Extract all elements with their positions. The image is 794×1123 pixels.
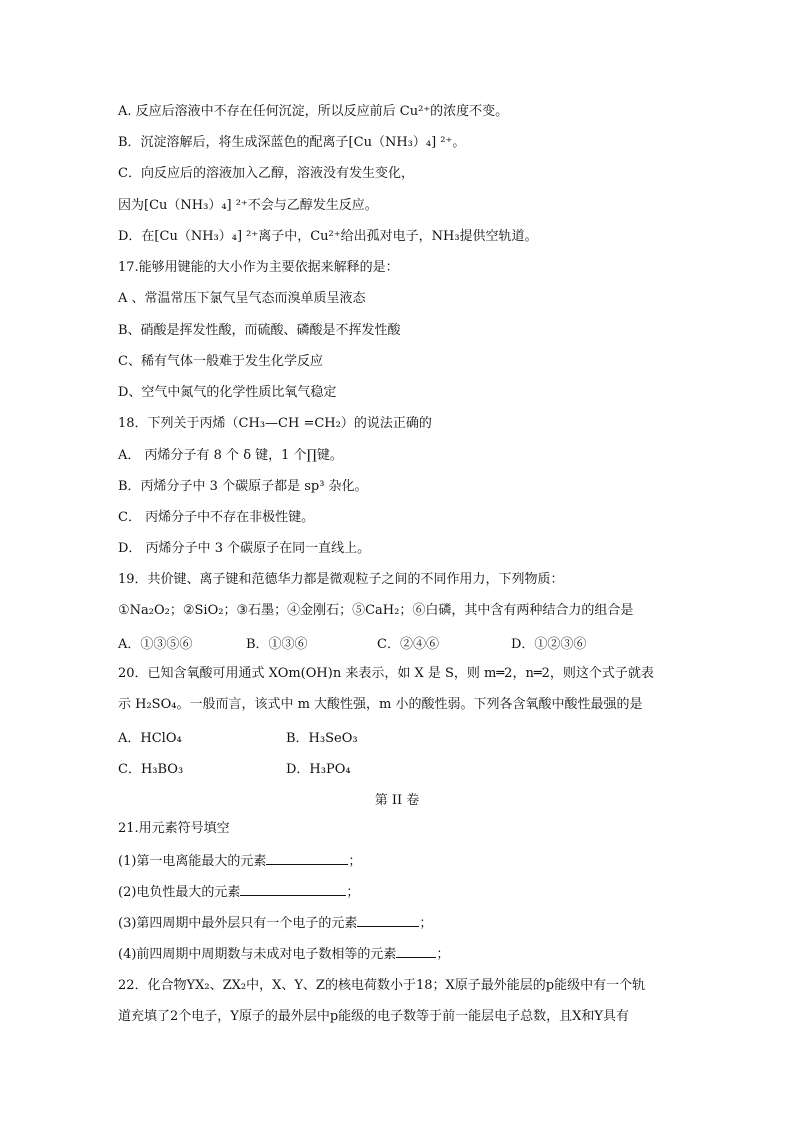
q19-option-c: C．②④⑥	[377, 637, 439, 652]
q20-option-d: D．H₃PO₄	[286, 762, 351, 777]
q21-part-4-text: (4)前四周期中周期数与未成对电子数相等的元素	[118, 947, 397, 962]
q16-option-d: D．在[Cu（NH₃）₄] ²⁺离子中，Cu²⁺给出孤对电子，NH₃提供空轨道。	[118, 229, 538, 244]
q21-part-2-text: (2)电负性最大的元素	[118, 885, 241, 900]
q19-option-b: B．①③⑥	[246, 637, 308, 652]
q18-stem: 18．下列关于丙烯（CH₃—CH =CH₂）的说法正确的	[118, 416, 432, 431]
q21-answer-blank-4[interactable]	[396, 945, 436, 958]
q21-answer-blank-1[interactable]	[266, 852, 348, 865]
q19-stem: 19．共价键、离子键和范德华力都是微观粒子之间的不同作用力，下列物质：	[118, 572, 564, 587]
q16-option-b: B．沉淀溶解后，将生成深蓝色的配离子[Cu（NH₃）₄] ²⁺。	[118, 135, 466, 150]
q19-option-a: A．①③⑤⑥	[118, 637, 193, 652]
q21-answer-blank-3[interactable]	[357, 914, 419, 927]
q16-option-a: A. 反应后溶液中不存在任何沉淀，所以反应前后 Cu²⁺的浓度不变。	[118, 104, 509, 119]
q16-option-c-line1: C．向反应后的溶液加入乙醇，溶液没有发生变化，	[118, 166, 414, 181]
q18-option-d: D． 丙烯分子中 3 个碳原子在同一直线上。	[118, 541, 371, 556]
q21-part-3	[118, 914, 432, 933]
q21-part-2	[118, 883, 359, 902]
q17-option-a: A 、常温常压下氯气呈气态而溴单质呈液态	[118, 291, 366, 306]
q21-answer-blank-2[interactable]	[240, 883, 346, 896]
q22-stem-line2: 道充填了2个电子，Y原子的最外层中p能级的电子数等于前一能层电子总数，且X和Y具有	[118, 1009, 630, 1024]
q21-part-1-text: (1)第一电离能最大的元素	[118, 854, 267, 869]
q19-option-d: D．①②③⑥	[511, 637, 587, 652]
q21-part-4-end: ；	[436, 947, 450, 962]
q17-option-b: B、硝酸是挥发性酸，而硫酸、磷酸是不挥发性酸	[118, 323, 401, 338]
q20-stem-line1: 20．已知含氧酸可用通式 XOm(OH)n 来表示，如 X 是 S，则 m═2，n═2，则这个式子就表	[118, 666, 654, 681]
q20-option-c: C．H₃BO₃	[118, 762, 184, 777]
q16-option-c-line2: 因为[Cu（NH₃）₄] ²⁺不会与乙醇发生反应。	[118, 198, 378, 213]
q20-option-a: A．HClO₄	[118, 731, 182, 746]
q21-part-1	[118, 852, 361, 871]
q18-option-b: B．丙烯分子中 3 个碳原子都是 sp³ 杂化。	[118, 479, 368, 494]
q20-stem-line2: 示 H₂SO₄。一般而言，该式中 m 大酸性强，m 小的酸性弱。下列各含氧酸中酸性最强的是	[118, 697, 643, 712]
q21-part-2-end: ；	[346, 885, 360, 900]
q17-option-c: C、稀有气体一般难于发生化学反应	[118, 354, 323, 369]
q19-items: ①Na₂O₂；②SiO₂；③石墨；④金刚石；⑤CaH₂；⑥白磷，其中含有两种结合力的组合是	[118, 603, 634, 618]
q18-option-c: C． 丙烯分子中不存在非极性键。	[118, 510, 315, 525]
q21-part-3-text: (3)第四周期中最外层只有一个电子的元素	[118, 916, 358, 931]
q21-stem: 21.用元素符号填空	[118, 821, 230, 836]
q21-part-3-end: ；	[419, 916, 433, 931]
q17-option-d: D、空气中氮气的化学性质比氧气稳定	[118, 385, 337, 400]
q21-part-1-end: ；	[348, 854, 362, 869]
q20-option-b: B．H₃SeO₃	[286, 731, 358, 746]
q18-option-a: A． 丙烯分子有 8 个 δ 键，1 个∏键。	[118, 448, 343, 463]
q22-stem-line1: 22．化合物YX₂、ZX₂中，X、Y、Z的核电荷数小于18；X原子最外能层的p能级中有一个轨	[118, 978, 646, 993]
q17-stem: 17.能够用键能的大小作为主要依据来解释的是：	[118, 260, 399, 275]
section-heading: 第 II 卷	[374, 793, 420, 808]
q21-part-4	[118, 945, 449, 964]
